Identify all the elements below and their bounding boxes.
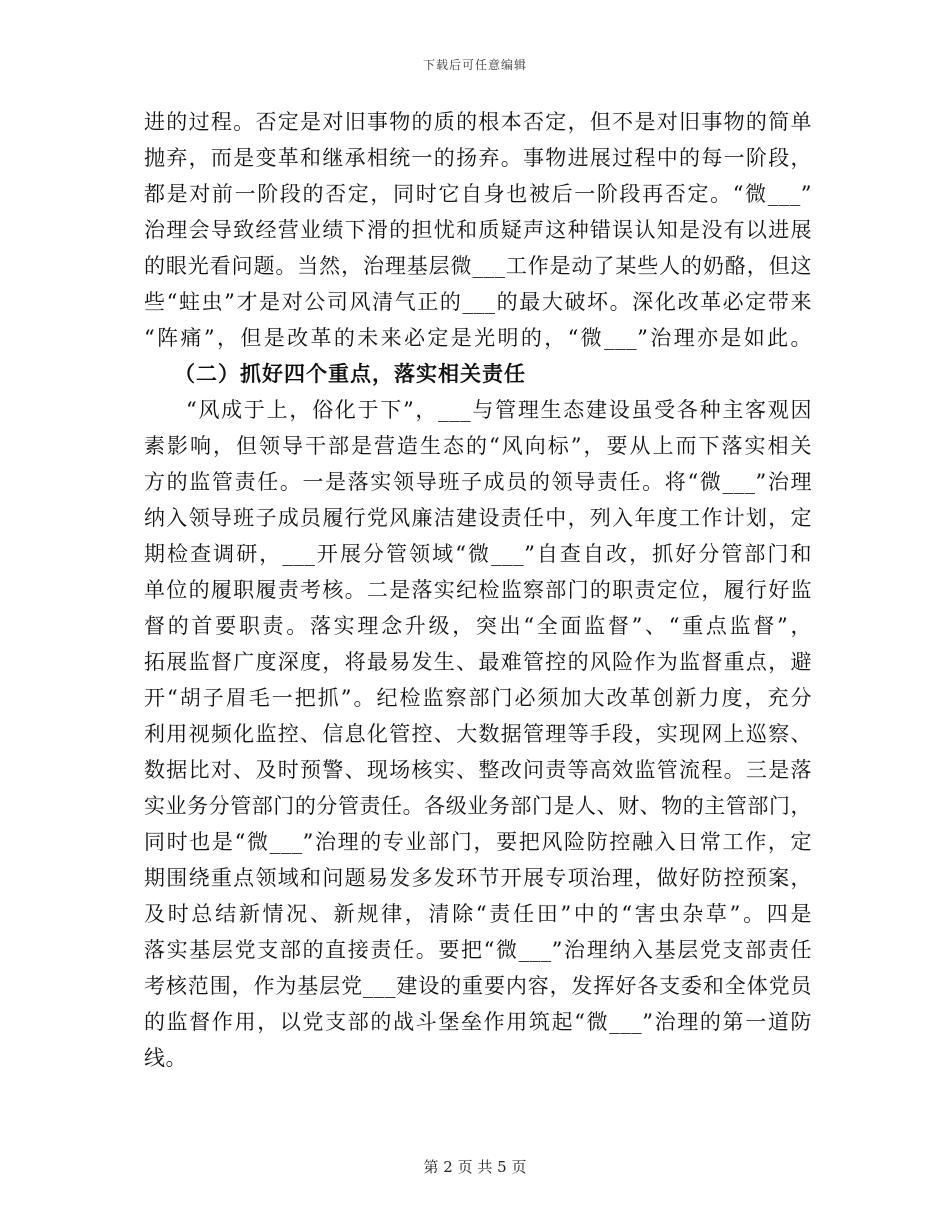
text-line: 都是对前一阶段的否定，同时它自身也被后一阶段再否定。“微___” [144,182,812,206]
text-line: 素影响，但领导干部是营造生态的“风向标”，要从上而下落实相关 [144,434,812,458]
text-line: 同时也是“微___”治理的专业部门，要把风险防控融入日常工作，定 [144,830,812,854]
page-header-note: 下载后可任意编辑 [422,58,527,72]
text-line: 拓展监督广度深度，将最易发生、最难管控的风险作为监督重点，避 [144,650,812,674]
text-line: 期围绕重点领域和问题易发多发环节开展专项治理，做好防控预案， [144,866,812,890]
text-line: “阵痛”，但是改革的未来必定是光明的，“微___”治理亦是如此。 [144,326,812,350]
text-line: 些“蛀虫”才是对公司风清气正的___的最大破坏。深化改革必定带来 [144,290,812,314]
text-line: 的眼光看问题。当然，治理基层微___工作是动了某些人的奶酪，但这 [144,254,812,278]
text-line: 纳入领导班子成员履行党风廉洁建设责任中，列入年度工作计划，定 [144,506,812,530]
text-line: 治理会导致经营业绩下滑的担忧和质疑声这种错误认知是没有以进展 [144,218,812,242]
text-line: 期检查调研，___开展分管领域“微___”自查自改，抓好分管部门和 [144,542,812,566]
text-line: “风成于上，俗化于下”，___与管理生态建设虽受各种主客观因 [186,398,812,422]
text-line: 方的监管责任。一是落实领导班子成员的领导责任。将“微___”治理 [144,470,812,494]
text-line: 线。 [144,1046,187,1070]
text-line: 的监督作用，以党支部的战斗堡垒作用筑起“微___”治理的第一道防 [144,1010,812,1034]
section-heading: （二）抓好四个重点，落实相关责任 [174,361,526,386]
text-line: 开“胡子眉毛一把抓”。纪检监察部门必须加大改革创新力度，充分 [144,686,812,710]
text-line: 单位的履职履责考核。二是落实纪检监察部门的职责定位，履行好监 [144,578,812,602]
paragraph [144,104,812,356]
document-body [144,104,812,1076]
text-line: 考核范围，作为基层党___建设的重要内容，发挥好各支委和全体党员 [144,974,812,998]
text-line: 利用视频化监控、信息化管控、大数据管理等手段，实现网上巡察、 [144,722,812,746]
paragraph [144,392,812,1076]
text-line: 实业务分管部门的分管责任。各级业务部门是人、财、物的主管部门， [144,794,812,818]
text-line: 抛弃，而是变革和继承相统一的扬弃。事物进展过程中的每一阶段， [144,146,812,170]
text-line: 督的首要职责。落实理念升级，突出“全面监督”、“重点监督”， [144,614,812,638]
page-number: 第 2 页 共 5 页 [423,1158,527,1176]
text-line: 及时总结新情况、新规律，清除“责任田”中的“害虫杂草”。四是 [144,902,812,926]
text-line: 进的过程。否定是对旧事物的质的根本否定，但不是对旧事物的简单 [144,110,812,134]
text-line: 落实基层党支部的直接责任。要把“微___”治理纳入基层党支部责任 [144,938,812,962]
text-line: 数据比对、及时预警、现场核实、整改问责等高效监管流程。三是落 [144,758,812,782]
